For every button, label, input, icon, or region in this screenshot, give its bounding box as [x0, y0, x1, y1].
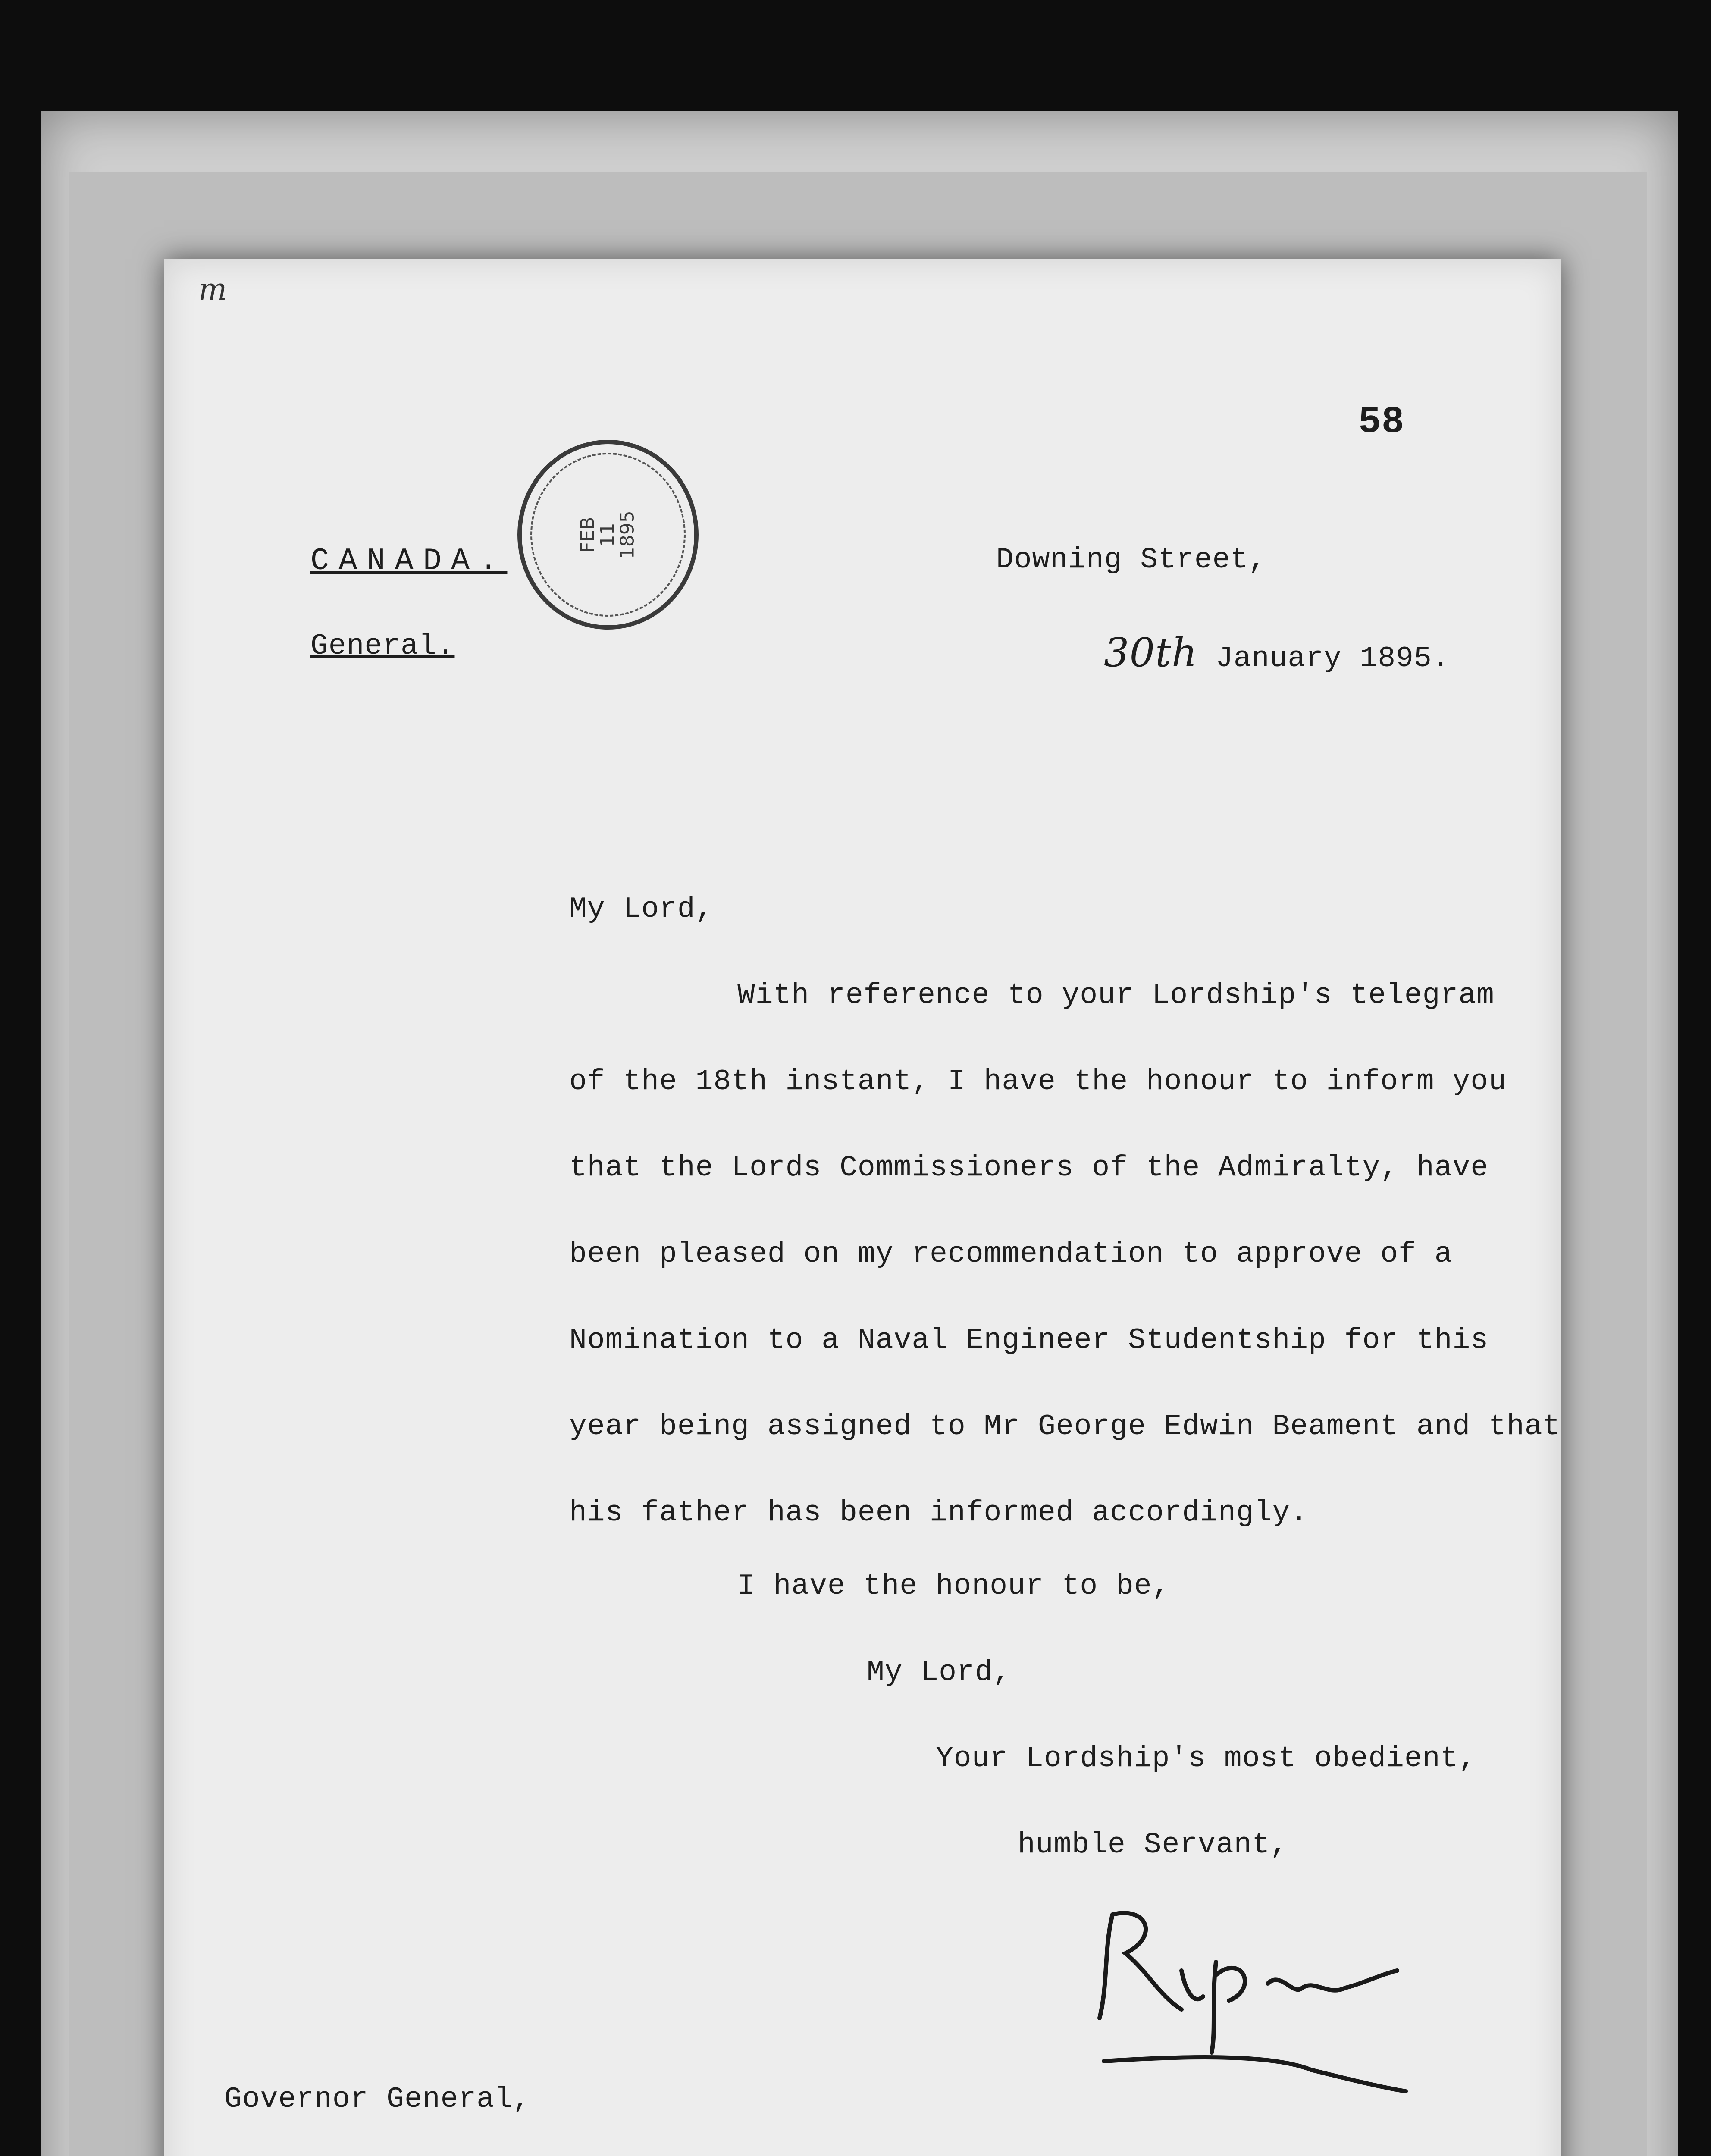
- country-heading: CANADA.: [310, 543, 508, 579]
- stamp-day: 11: [596, 523, 619, 547]
- addressee-line: Governor General,: [224, 2083, 531, 2116]
- body-line: his father has been informed accordingly.: [569, 1496, 1309, 1529]
- body-line: Nomination to a Naval Engineer Studentship for this: [569, 1324, 1489, 1357]
- sender-address: Downing Street,: [996, 543, 1267, 577]
- stamp-date: [578, 511, 638, 559]
- body-line: year being assigned to Mr George Edwin Beament and that: [569, 1410, 1561, 1443]
- margin-mark: m: [198, 272, 227, 307]
- stamp-month: FEB: [577, 517, 599, 553]
- closing-line: Your Lordship's most obedient,: [936, 1742, 1477, 1775]
- received-stamp: [517, 440, 699, 630]
- body-line: of the 18th instant, I have the honour to inform you: [569, 1065, 1507, 1098]
- body-line: been pleased on my recommendation to approve of a: [569, 1238, 1453, 1271]
- closing-line: humble Servant,: [1018, 1828, 1288, 1861]
- salutation: My Lord,: [569, 893, 714, 926]
- date-rest: January 1895.: [1216, 642, 1450, 675]
- closing-line: My Lord,: [867, 1656, 1011, 1689]
- page-number: 58: [1358, 401, 1405, 444]
- date-day: 30th: [1104, 630, 1198, 676]
- category-heading: General.: [310, 630, 455, 663]
- body-line: With reference to your Lordship's telegram: [737, 979, 1495, 1012]
- closing-line: I have the honour to be,: [737, 1570, 1170, 1603]
- letter-date: [1104, 630, 1450, 676]
- body-line: that the Lords Commissioners of the Admiralty, have: [569, 1151, 1489, 1185]
- signature: [1087, 1889, 1414, 2096]
- stamp-year: 1895: [617, 511, 639, 559]
